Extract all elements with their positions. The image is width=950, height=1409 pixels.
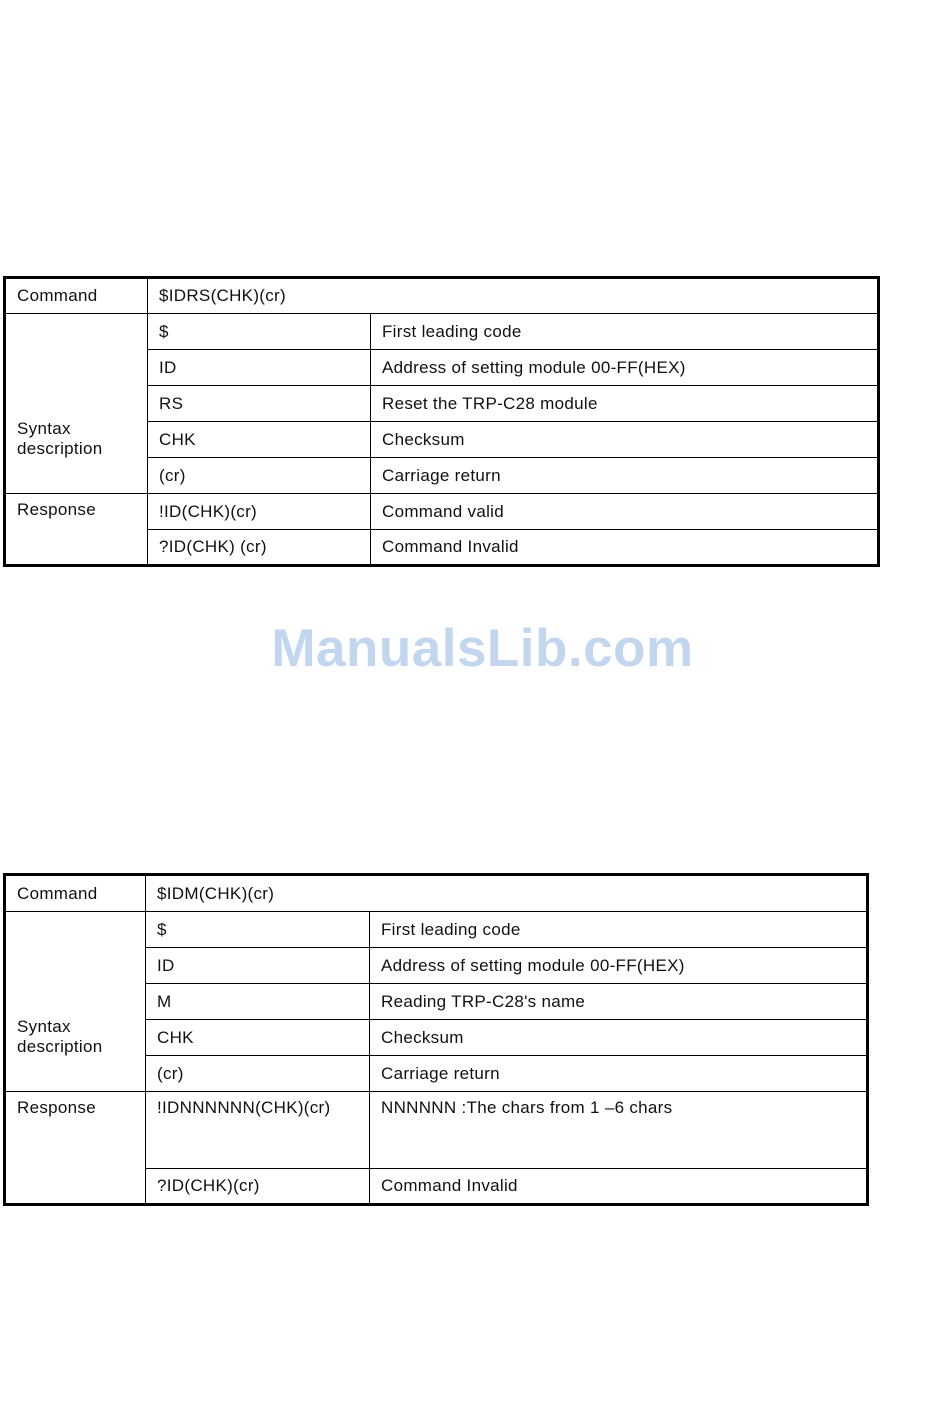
response-code: !ID(CHK)(cr): [148, 494, 371, 530]
syntax-code: CHK: [148, 422, 371, 458]
command-row: [5, 278, 879, 314]
syntax-code: (cr): [148, 458, 371, 494]
response-desc: NNNNNN :The chars from 1 –6 chars: [370, 1092, 868, 1169]
syntax-code: (cr): [146, 1056, 370, 1092]
response-code: ?ID(CHK)(cr): [146, 1169, 370, 1205]
response-desc: Command Invalid: [370, 1169, 868, 1205]
syntax-desc: Reset the TRP-C28 module: [371, 386, 879, 422]
syntax-code: $: [148, 314, 371, 350]
syntax-desc: Carriage return: [370, 1056, 868, 1092]
syntax-label-line-1: Syntax: [17, 1016, 71, 1036]
syntax-code: ID: [148, 350, 371, 386]
command-row: [5, 875, 868, 912]
syntax-code: M: [146, 984, 370, 1020]
syntax-desc: Checksum: [371, 422, 879, 458]
response-label: Response: [5, 1092, 146, 1205]
syntax-label-line-2: description: [17, 438, 103, 458]
syntax-description-label: [5, 314, 148, 494]
syntax-label-line-2: description: [17, 1036, 103, 1056]
response-desc: Command Invalid: [371, 530, 879, 566]
syntax-desc: First leading code: [371, 314, 879, 350]
syntax-row: [5, 912, 868, 948]
response-label: Response: [5, 494, 148, 566]
syntax-code: $: [146, 912, 370, 948]
command-table-read-name: [3, 873, 869, 1206]
syntax-code: RS: [148, 386, 371, 422]
command-label: Command: [5, 875, 146, 912]
syntax-row: [5, 314, 879, 350]
command-table-reset: [3, 276, 880, 567]
command-value: $IDM(CHK)(cr): [146, 875, 868, 912]
response-row: [5, 1092, 868, 1169]
watermark: ManualsLib.com: [271, 619, 694, 678]
response-desc: Command valid: [371, 494, 879, 530]
response-code: !IDNNNNNN(CHK)(cr): [146, 1092, 370, 1169]
command-label: Command: [5, 278, 148, 314]
syntax-code: ID: [146, 948, 370, 984]
syntax-desc: Carriage return: [371, 458, 879, 494]
response-row: [5, 494, 879, 530]
syntax-desc: Address of setting module 00-FF(HEX): [371, 350, 879, 386]
syntax-desc: Checksum: [370, 1020, 868, 1056]
response-code: ?ID(CHK) (cr): [148, 530, 371, 566]
syntax-desc: First leading code: [370, 912, 868, 948]
command-value: $IDRS(CHK)(cr): [148, 278, 879, 314]
syntax-code: CHK: [146, 1020, 370, 1056]
syntax-label-line-1: Syntax: [17, 418, 71, 438]
syntax-desc: Reading TRP-C28's name: [370, 984, 868, 1020]
syntax-description-label: [5, 912, 146, 1092]
syntax-desc: Address of setting module 00-FF(HEX): [370, 948, 868, 984]
